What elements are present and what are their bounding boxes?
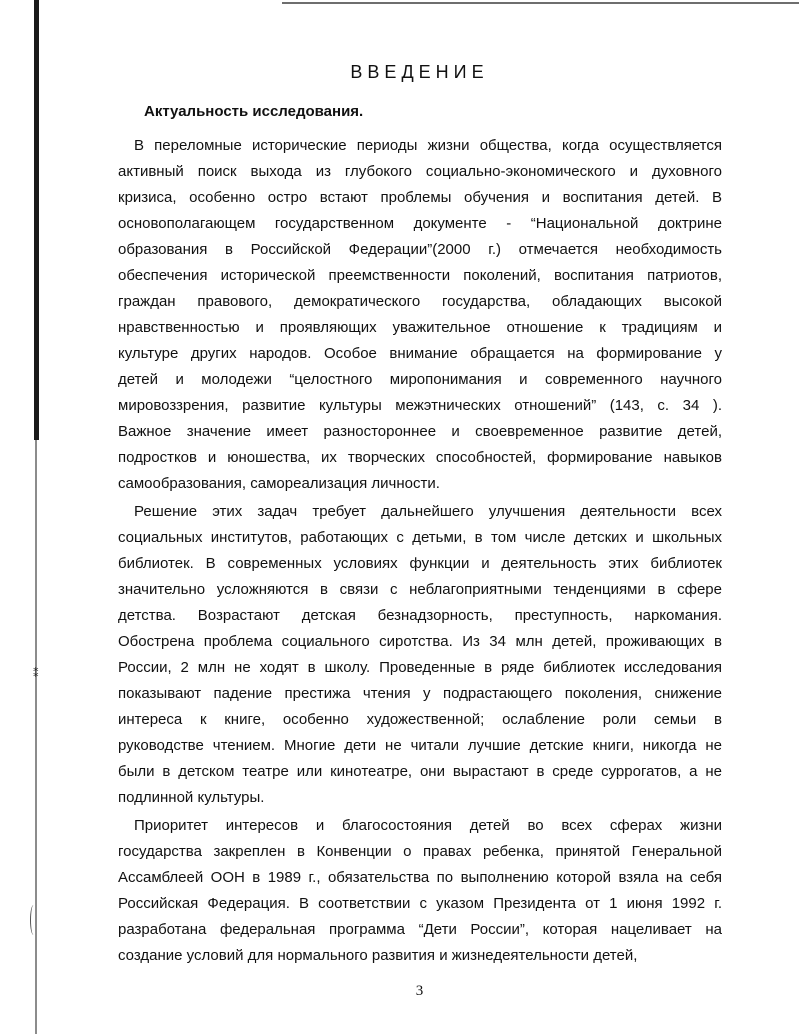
text-line: детства. Возрастают детская безнадзорность, преступность, наркомания. bbox=[118, 607, 722, 624]
paragraph bbox=[118, 133, 722, 497]
text-line: подлинной культуры. bbox=[118, 789, 265, 806]
text-line: были в детском театре или кинотеатре, они вырастают в среде суррогатов, а не bbox=[118, 763, 722, 780]
scan-artifact-bracket bbox=[30, 905, 37, 935]
text-line: России, 2 млн не ходят в школу. Проведенные в ряде библиотек исследования bbox=[118, 659, 722, 676]
text-line: разработана федеральная программа “Дети России”, которая нацеливает на bbox=[118, 921, 722, 938]
text-line: культуре других народов. Особое внимание обращается на формирование у bbox=[118, 345, 722, 362]
page-title: ВВЕДЕНИЕ bbox=[350, 62, 489, 82]
text-line: самообразования, самореализация личности. bbox=[118, 475, 440, 492]
text-line: создание условий для нормального развития и жизнедеятельности детей, bbox=[118, 947, 638, 964]
page-number: 3 bbox=[415, 983, 424, 999]
text-line: показывают падение престижа чтения у подрастающего поколения, снижение bbox=[118, 685, 722, 702]
text-line: интереса к книге, особенно художественной; ослабление роли семьи в bbox=[118, 711, 722, 728]
text-line: руководстве чтением. Многие дети не читали лучшие детские книги, никогда не bbox=[118, 737, 722, 754]
scan-binding-edge-lower bbox=[35, 440, 37, 1034]
scan-artifact-mark: ⁑ bbox=[33, 667, 39, 680]
text-line: Приоритет интересов и благосостояния детей во всех сферах жизни bbox=[134, 817, 722, 834]
paragraph bbox=[118, 813, 722, 969]
scan-top-rule bbox=[282, 2, 799, 4]
text-line: Российская Федерация. В соответствии с указом Президента от 1 июня 1992 г. bbox=[118, 895, 722, 912]
text-line: мировоззрения, развитие культуры межэтнических отношений” (143, с. 34 ). bbox=[118, 397, 722, 414]
text-line: основополагающем государственном документе - “Национальной доктрине bbox=[118, 215, 722, 232]
text-line: значительно усложняются в связи с неблагоприятными тенденциями в сфере bbox=[118, 581, 722, 598]
text-line: В переломные исторические периоды жизни общества, когда осуществляется bbox=[134, 137, 722, 154]
text-line: активный поиск выхода из глубокого социально-экономического и духовного bbox=[118, 163, 722, 180]
body-text bbox=[118, 133, 722, 969]
text-line: кризиса, особенно остро встают проблемы обучения и воспитания детей. В bbox=[118, 189, 722, 206]
text-line: нравственностью и проявляющих уважительное отношение к традициям и bbox=[118, 319, 722, 336]
text-line: Важное значение имеет разностороннее и своевременное развитие детей, bbox=[118, 423, 722, 440]
text-line: обеспечения исторической преемственности поколений, воспитания патриотов, bbox=[118, 267, 722, 284]
text-line: социальных институтов, работающих с детьми, в том числе детских и школьных bbox=[118, 529, 722, 546]
text-line: библиотек. В современных условиях функции и деятельность этих библиотек bbox=[118, 555, 722, 572]
text-line: государства закреплен в Конвенции о правах ребенка, принятой Генеральной bbox=[118, 843, 722, 860]
paragraph bbox=[118, 499, 722, 811]
text-line: подростков и юношества, их творческих способностей, формирование навыков bbox=[118, 449, 722, 466]
text-line: образования в Российской Федерации”(2000 г.) отмечается необходимость bbox=[118, 241, 722, 258]
text-line: детей и молодежи “целостного миропонимания и современного научного bbox=[118, 371, 722, 388]
text-line: Обострена проблема социального сиротства. Из 34 млн детей, проживающих в bbox=[118, 633, 722, 650]
text-line: Ассамблеей ООН в 1989 г., обязательства по выполнению которой взяла на себя bbox=[118, 869, 722, 886]
text-line: граждан правового, демократического государства, обладающих высокой bbox=[118, 293, 722, 310]
text-line: Решение этих задач требует дальнейшего улучшения деятельности всех bbox=[134, 503, 722, 520]
section-subtitle: Актуальность исследования. bbox=[144, 103, 364, 120]
